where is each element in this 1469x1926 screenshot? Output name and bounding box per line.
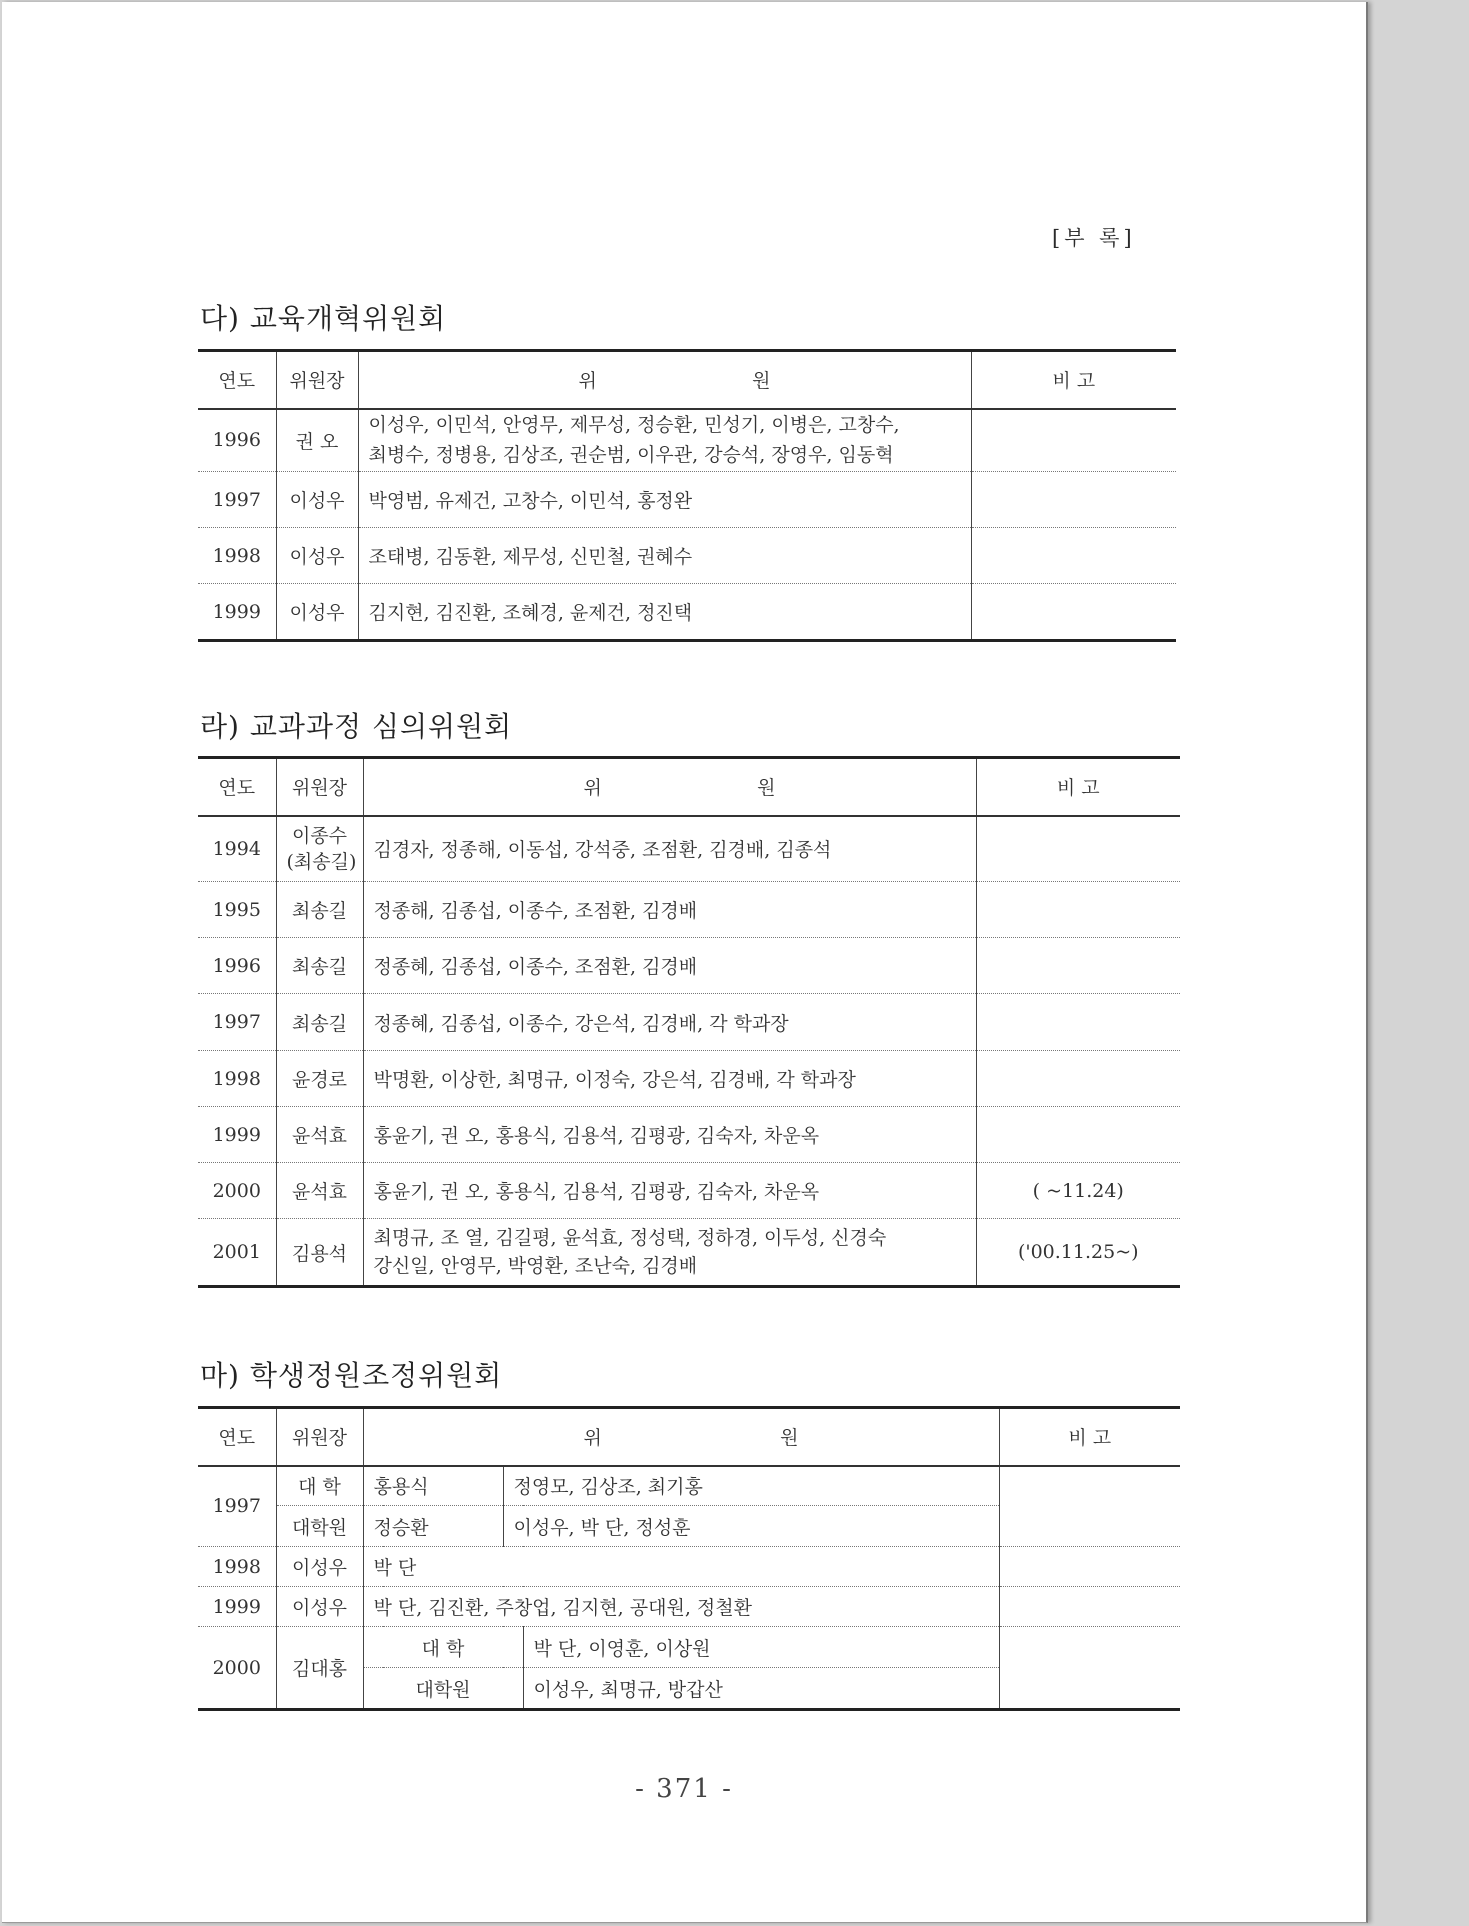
- members-cell: 홍윤기, 권 오, 홍용식, 김용석, 김평광, 김숙자, 차운옥: [363, 1107, 976, 1163]
- col-header-members: [363, 1408, 999, 1466]
- division-label-cell: 대 학: [363, 1627, 523, 1668]
- chair-cell: [276, 816, 363, 882]
- col-header-members-left: 위: [583, 1427, 602, 1450]
- members-cell: 정종해, 김종섭, 이종수, 조점환, 김경배: [363, 882, 976, 938]
- table-row: [198, 1219, 1180, 1287]
- table-row: [198, 409, 1176, 472]
- division-label-cell: 대학원: [276, 1506, 363, 1547]
- col-header-chair: 위원장: [276, 758, 363, 816]
- curriculum-review-committee-table: [198, 756, 1180, 1288]
- col-header-members-right: 원: [757, 777, 776, 800]
- division-label-cell: 대 학: [276, 1466, 363, 1506]
- table-header-row: [198, 351, 1176, 409]
- members-cell: 박 단: [363, 1547, 999, 1587]
- members-line: 최명규, 조 열, 김길평, 윤석효, 정성택, 정하경, 이두성, 신경숙: [373, 1227, 887, 1249]
- members-cell: 박영범, 유제건, 고창수, 이민석, 홍정완: [358, 472, 971, 528]
- table-row: [198, 1547, 1180, 1587]
- members-cell: [363, 1219, 976, 1287]
- table-row: [198, 584, 1176, 641]
- members-cell: 박 단, 김진환, 주창업, 김지현, 공대원, 정철환: [363, 1587, 999, 1627]
- table-row: [198, 994, 1180, 1051]
- note-cell: [976, 994, 1180, 1051]
- note-cell: [999, 1627, 1180, 1710]
- col-header-members-right: 원: [752, 370, 771, 393]
- col-header-note: 비 고: [999, 1408, 1180, 1466]
- appendix-header-tag: [부 록]: [1052, 226, 1136, 250]
- col-header-chair: 위원장: [276, 351, 358, 409]
- col-header-year: 연도: [198, 758, 276, 816]
- year-cell: 1999: [198, 584, 276, 641]
- table-row: [198, 882, 1180, 938]
- division-chair-cell: 정승환: [363, 1506, 503, 1547]
- table-row: [198, 1107, 1180, 1163]
- chair-cell: 윤석효: [276, 1107, 363, 1163]
- members-cell: 홍윤기, 권 오, 홍용식, 김용석, 김평광, 김숙자, 차운옥: [363, 1163, 976, 1219]
- col-header-members-right: 원: [780, 1427, 799, 1450]
- table-row: [198, 472, 1176, 528]
- page-number: - 371 -: [635, 1774, 733, 1804]
- note-cell: ('00.11.25~): [976, 1219, 1180, 1287]
- table-row: [198, 816, 1180, 882]
- section-title-enrollment-adjustment: 마) 학생정원조정위원회: [200, 1359, 503, 1392]
- table-row: [198, 1627, 1180, 1668]
- chair-cell: 이성우: [276, 1587, 363, 1627]
- chair-cell: 김대홍: [276, 1627, 363, 1710]
- document-page: [2, 2, 1368, 1923]
- table-row: [198, 1587, 1180, 1627]
- chair-line: (최송길): [286, 850, 357, 873]
- members-cell: 이성우, 최명규, 방갑산: [523, 1668, 999, 1710]
- note-cell: [976, 1107, 1180, 1163]
- year-cell: 2000: [198, 1627, 276, 1710]
- year-cell: 1998: [198, 1051, 276, 1107]
- table-row: [198, 1051, 1180, 1107]
- members-cell: 박 단, 이영훈, 이상원: [523, 1627, 999, 1668]
- note-cell: [976, 1051, 1180, 1107]
- members-cell: 정종혜, 김종섭, 이종수, 조점환, 김경배: [363, 938, 976, 994]
- col-header-members: [358, 351, 971, 409]
- division-label-cell: 대학원: [363, 1668, 523, 1710]
- note-cell: [999, 1547, 1180, 1587]
- members-cell: 이성우, 박 단, 정성훈: [503, 1506, 999, 1547]
- members-cell: 박명환, 이상한, 최명규, 이정숙, 강은석, 김경배, 각 학과장: [363, 1051, 976, 1107]
- year-cell: 2000: [198, 1163, 276, 1219]
- table-row: [198, 528, 1176, 584]
- table-row: [198, 1163, 1180, 1219]
- note-cell: [999, 1587, 1180, 1627]
- col-header-chair: 위원장: [276, 1408, 363, 1466]
- members-cell: 조태병, 김동환, 제무성, 신민철, 권혜수: [358, 528, 971, 584]
- chair-cell: 최송길: [276, 938, 363, 994]
- members-line: 강신일, 안영무, 박영환, 조난숙, 김경배: [373, 1255, 698, 1277]
- col-header-members: [363, 758, 976, 816]
- note-cell: [976, 882, 1180, 938]
- note-cell: [971, 409, 1176, 472]
- year-cell: 1994: [198, 816, 276, 882]
- enrollment-adjustment-committee-table: [198, 1406, 1180, 1711]
- col-header-members-left: 위: [583, 777, 602, 800]
- note-cell: [976, 816, 1180, 882]
- chair-cell: 최송길: [276, 994, 363, 1051]
- col-header-note: 비 고: [971, 351, 1176, 409]
- year-cell: 1998: [198, 528, 276, 584]
- chair-cell: 이성우: [276, 472, 358, 528]
- chair-cell: 이성우: [276, 584, 358, 641]
- col-header-note: 비 고: [976, 758, 1180, 816]
- col-header-members-left: 위: [578, 370, 597, 393]
- year-cell: 1996: [198, 938, 276, 994]
- chair-cell: 이성우: [276, 1547, 363, 1587]
- members-cell: 정영모, 김상조, 최기홍: [503, 1466, 999, 1506]
- chair-cell: 김용석: [276, 1219, 363, 1287]
- col-header-year: 연도: [198, 1408, 276, 1466]
- section-title-curriculum-review: 라) 교과과정 심의위원회: [200, 710, 513, 743]
- table-header-row: [198, 1408, 1180, 1466]
- members-line: 최병수, 정병용, 김상조, 권순범, 이우관, 강승석, 장영우, 임동혁: [368, 444, 894, 467]
- chair-cell: 권 오: [276, 409, 358, 472]
- education-reform-committee-table: [198, 349, 1176, 642]
- year-cell: 1995: [198, 882, 276, 938]
- members-cell: 정종혜, 김종섭, 이종수, 강은석, 김경배, 각 학과장: [363, 994, 976, 1051]
- members-cell: 김경자, 정종해, 이동섭, 강석중, 조점환, 김경배, 김종석: [363, 816, 976, 882]
- year-cell: 1997: [198, 1466, 276, 1547]
- table-header-row: [198, 758, 1180, 816]
- note-cell: [999, 1466, 1180, 1547]
- year-cell: 2001: [198, 1219, 276, 1287]
- col-header-year: 연도: [198, 351, 276, 409]
- chair-cell: 최송길: [276, 882, 363, 938]
- table-row: [198, 1466, 1180, 1506]
- year-cell: 1996: [198, 409, 276, 472]
- chair-cell: 윤경로: [276, 1051, 363, 1107]
- note-cell: [971, 584, 1176, 641]
- members-cell: 김지현, 김진환, 조혜경, 윤제건, 정진택: [358, 584, 971, 641]
- year-cell: 1998: [198, 1547, 276, 1587]
- note-cell: [971, 472, 1176, 528]
- section-title-education-reform: 다) 교육개혁위원회: [200, 302, 447, 335]
- division-chair-cell: 홍용식: [363, 1466, 503, 1506]
- year-cell: 1997: [198, 994, 276, 1051]
- table-row: [198, 938, 1180, 994]
- note-cell: ( ~11.24): [976, 1163, 1180, 1219]
- note-cell: [976, 938, 1180, 994]
- note-cell: [971, 528, 1176, 584]
- members-cell: [358, 409, 971, 472]
- chair-line: 이종수: [291, 824, 348, 847]
- year-cell: 1999: [198, 1107, 276, 1163]
- chair-cell: 윤석효: [276, 1163, 363, 1219]
- members-line: 이성우, 이민석, 안영무, 제무성, 정승환, 민성기, 이병은, 고창수,: [368, 414, 900, 437]
- chair-cell: 이성우: [276, 528, 358, 584]
- year-cell: 1997: [198, 472, 276, 528]
- year-cell: 1999: [198, 1587, 276, 1627]
